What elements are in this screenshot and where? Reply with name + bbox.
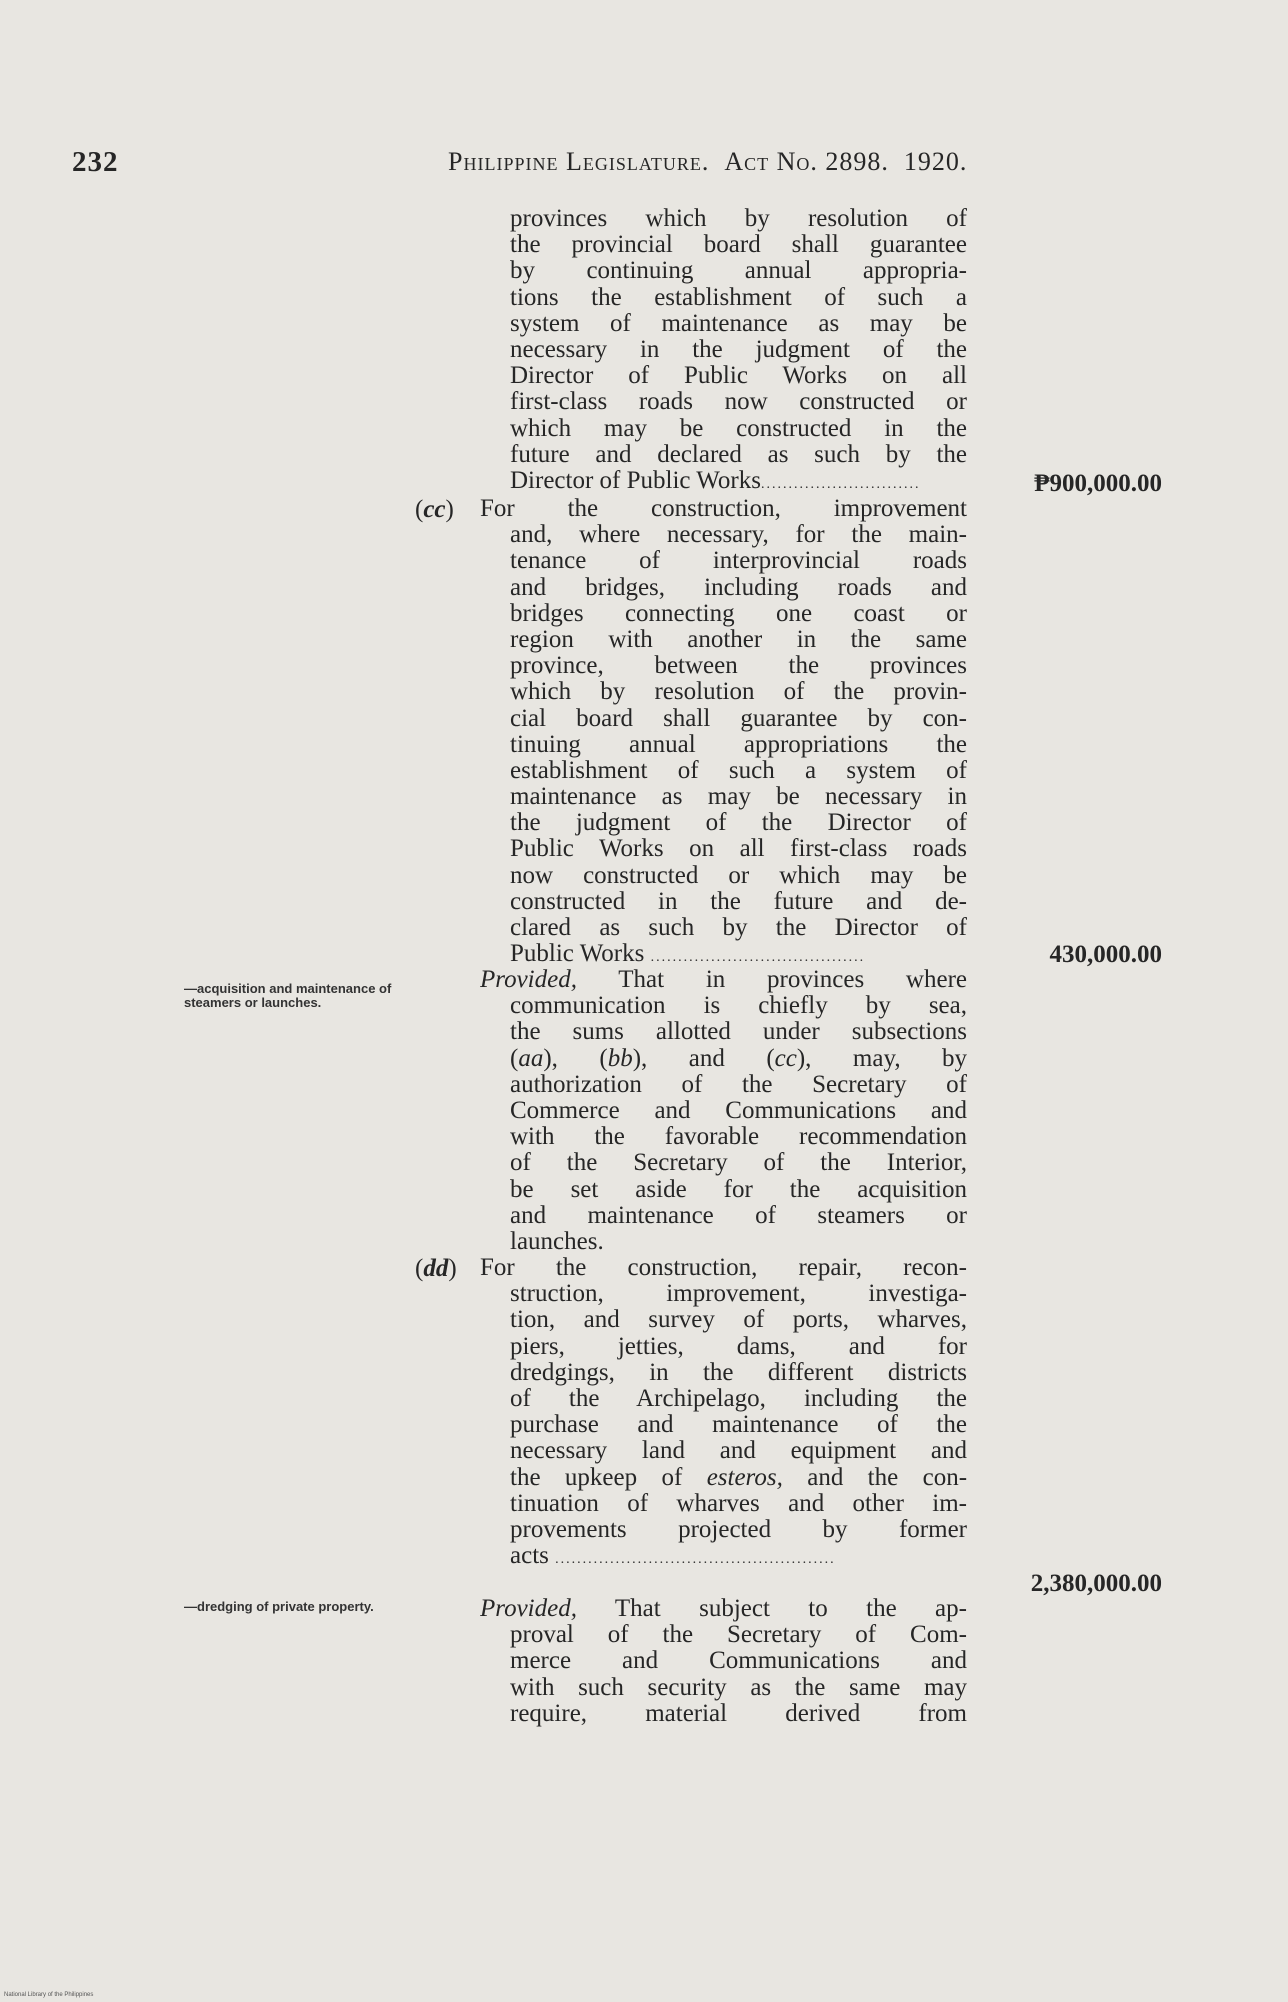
text-line: with the favorable recommendation [510,1124,967,1151]
text-segment: and the con- [807,1464,967,1491]
text-line: authorization of the Secretary of [510,1071,967,1098]
text-line: now constructed or which may be [510,862,967,889]
text-line-leader [510,468,967,494]
subsection-ref: aa [518,1045,544,1072]
text-line: For the construction, repair, recon- [480,1255,967,1281]
text-line: tion, and survey of ports, wharves, [510,1307,967,1334]
text-line: tions the establishment of such a [510,284,967,311]
text-line: and, where necessary, for the main- [510,522,967,549]
text-line: tinuing annual appropriations the [510,731,967,758]
dot-leader: ................................................... [555,1552,836,1568]
text-line: provements projected by former [510,1516,967,1543]
text-line [480,1596,967,1622]
text-line: establishment of such a system of [510,757,967,784]
running-head-legislature: Philippine Legislature. [448,147,710,176]
subsection-label-dd: (dd) [415,1255,457,1282]
text-line-leader [510,1543,967,1569]
text-line: future and declared as such by the [510,441,967,468]
text-line-leader [510,941,967,967]
text-line: require, material derived from [510,1700,967,1727]
text-line [480,967,967,993]
text-segment: may, by [852,1045,967,1072]
subsection-label-cc: (cc) [415,496,454,523]
text-line: necessary in the judgment of the [510,336,967,363]
page-number: 232 [72,146,119,178]
text-line: purchase and maintenance of the [510,1412,967,1439]
dot-leader: ....................................... [650,950,866,966]
text-line: and bridges, including roads and [510,574,967,601]
text-line: of the Archipelago, including the [510,1385,967,1412]
text-line: by continuing annual appropria- [510,258,967,285]
text-line: of the Secretary of the Interior, [510,1150,967,1177]
text-line: Public Works on all first-class roads [510,836,967,863]
footer-source: National Library of the Philippines [4,1992,94,1998]
text-line: cial board shall guarantee by con- [510,705,967,732]
text-line: For the construction, improvement [480,496,967,522]
proviso-2 [480,1596,967,1727]
text-segment: and [688,1045,725,1072]
subsection-ref: cc [774,1045,797,1072]
text-line-esteros [510,1465,967,1491]
text-line: first-class roads now constructed or [510,389,967,416]
margin-note-acquisition: —acquisition and maintenance of steamers or launches. [184,981,392,1010]
block-dd [480,1255,967,1570]
subsection-ref: bb [607,1045,633,1072]
text-line: and maintenance of steamers or [510,1202,967,1229]
text-line: the judgment of the Director of [510,810,967,837]
text-line: provinces which by resolution of [510,206,967,232]
text-segment: the upkeep of [510,1464,683,1491]
provided-italic: Provided, [480,967,577,993]
amount-block-dd: 2,380,000.00 [1030,1570,1162,1597]
running-head-act: Act No. 2898. [724,147,889,176]
running-head-year: 1920. [903,147,968,176]
text-line: province, between the provinces [510,653,967,680]
text-line: maintenance as may be necessary in [510,784,967,811]
amount-block1: ₱900,000.00 [1034,470,1162,497]
text-line: region with another in the same [510,626,967,653]
margin-note-dredging: —dredging of private property. [184,1599,374,1614]
text-line: the sums allotted under subsections [510,1019,967,1046]
text-line: struction, improvement, investiga- [510,1281,967,1308]
text-line: tinuation of wharves and other im- [510,1490,967,1517]
text-segment: That subject to the ap- [614,1596,967,1622]
text-line-subsections: (aa), (bb), and (cc), may, by [510,1045,967,1072]
leader-text: Public Works [510,941,645,968]
proviso-1 [480,967,967,1255]
text-line: the provincial board shall guarantee [510,232,967,259]
text-line: dredgings, in the different districts [510,1359,967,1386]
text-line: bridges connecting one coast or [510,600,967,627]
text-line: merce and Communications and [510,1648,967,1675]
text-segment: That in provinces where [618,967,967,993]
block-cc [480,496,967,968]
text-line: clared as such by the Director of [510,915,967,941]
text-line: with such security as the same may [510,1674,967,1701]
amount-block-cc: 430,000.00 [1049,941,1162,968]
text-line: which by resolution of the provin- [510,679,967,706]
leader-text: Director of Public Works [510,467,761,494]
provided-italic: Provided, [480,1596,577,1622]
text-line: system of maintenance as may be [510,310,967,337]
text-line: Director of Public Works on all [510,363,967,390]
text-line: launches. [510,1228,604,1255]
esteros-italic: esteros, [706,1464,783,1491]
text-line: proval of the Secretary of Com- [510,1622,967,1649]
text-line: be set aside for the acquisition [510,1176,967,1203]
text-line: tenance of interprovincial roads [510,548,967,575]
leader-text: acts [510,1543,549,1570]
text-line: Commerce and Communications and [510,1097,967,1124]
text-line: piers, jetties, dams, and for [510,1333,967,1360]
text-line: communication is chiefly by sea, [510,993,967,1020]
block-continuation [510,206,967,494]
running-head [448,147,967,177]
text-line: which may be constructed in the [510,415,967,442]
dot-leader: ............................. [760,476,921,492]
text-line: constructed in the future and de- [510,888,967,915]
text-line: necessary land and equipment and [510,1438,967,1465]
